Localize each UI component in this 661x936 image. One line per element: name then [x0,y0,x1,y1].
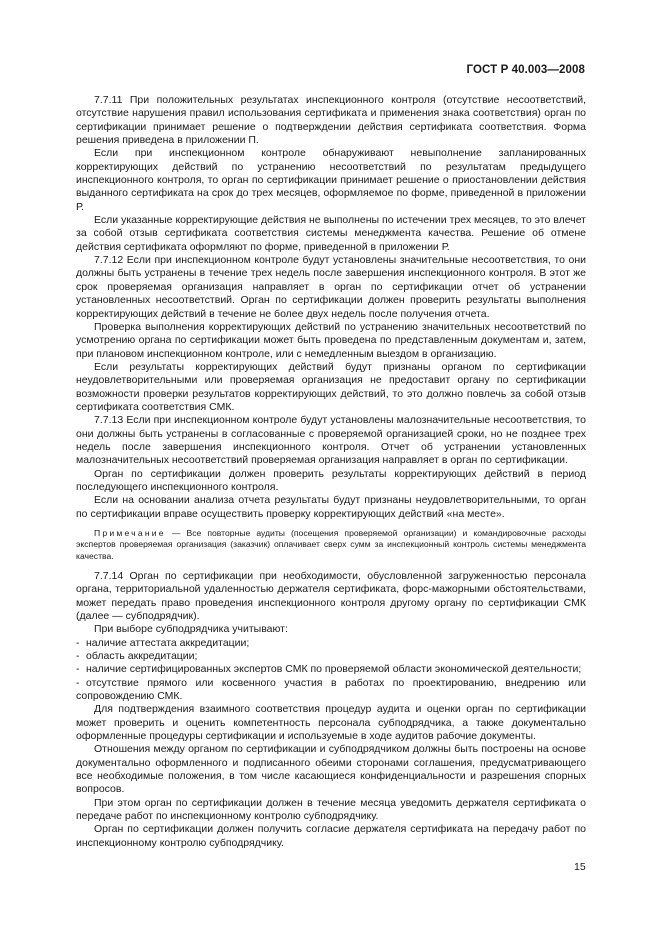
list-item-text: отсутствие прямого или косвенного участия в работах по проектированию, внедрению или сопровождению СМК. [76,676,586,702]
list-item-text: наличие сертифицированных экспертов СМК по проверяемой области экономической деятельности; [86,663,582,676]
list-item [76,637,586,650]
paragraph: Если указанные корректирующие действия не выполнены по истечении трех месяцев, то это влечет за собой отзыв сертификата соответствия системы менеджмента качества. Решение об отмене действия сертификата оформляют по форме, приведенной в приложении Р. [76,214,586,253]
note-label: Примечание [94,528,166,538]
document-body [76,94,586,850]
note-text: — Все повторные аудиты (посещения проверяемой организации) и командировочные расходы экспертов проверяемая организация (заказчик) оплачивает сверх сумм за инспекционный контроль системы менеджмента качества. [76,528,586,561]
paragraph: Орган по сертификации должен получить согласие держателя сертификата на передачу работ по инспекционному контролю субподрядчику. [76,823,586,849]
list-dash: - [76,663,80,676]
paragraph: 7.7.11 При положительных результатах инспекционного контроля (отсутствие несоответствий, отсутствие нарушения правил использования сертификата и применения знака соответствия) орган по сертификации принимает решение о подтверждении действия сертификата соответствия. Форма решения приведена в приложении П. [76,94,586,147]
list-item [76,650,586,663]
list-dash: - [76,649,80,662]
list-item [76,677,586,704]
list-item-text: наличие аттестата аккредитации; [86,636,250,649]
page-number: 15 [574,861,586,873]
paragraph: Если результаты корректирующих действий будут признаны органом по сертификации неудовлетворительными или проверяемая организация не предоставит органу по сертификации возможности проверки результатов корректирующих действий, то это должно повлечь за собой отзыв сертификата соответствия СМК. [76,360,586,413]
paragraph: Для подтверждения взаимного соответствия процедур аудита и оценки орган по сертификации может проверить и оценить компетентность персонала субподрядчика, а также документально оформленные процедуры сертификации и используемые в ходе аудитов рабочие документы. [76,703,586,743]
paragraph: Проверка выполнения корректирующих действий по устранению значительных несоответствий по усмотрению органа по сертификации может быть проведена по представленным документам и, затем, при плановом инспекционном контроле, или с немедленным выездом в организацию. [76,320,586,360]
paragraph: При этом орган по сертификации должен в течение месяца уведомить держателя сертификата о передаче работ по инспекционному контролю субподрядчику. [76,796,586,823]
paragraph: 7.7.13 Если при инспекционном контроле будут установлены малозначительные несоответствия, то они должны быть устранены в согласованные с проверяемой организацией сроки, но не позднее трех недель после завершения инспекционного контроля. Отчет об устранении установленных малозначительных несоответствий проверяемая организация направляет в орган по сертификации. [76,414,586,467]
standard-header: ГОСТ Р 40.003—2008 [466,64,585,76]
list-dash: - [76,676,80,689]
note [76,528,586,562]
list-item [76,663,586,676]
paragraph: Если при инспекционном контроле обнаруживают невыполнение запланированных корректирующих действий по устранению несоответствий по результатам предыдущего инспекционного контроля, то орган по сертификации принимает решение о приостановлении действия выданного сертификата на срок до трех месяцев, оформляемое по форме, приведенной в приложении Р. [76,147,586,213]
paragraph: 7.7.14 Орган по сертификации при необходимости, обусловленной загруженностью персонала органа, территориальной удаленностью держателя сертификата, форс-мажорными обстоятельствами, может передать право проведения инспекционного контроля другому органу по сертификации СМК (далее — субподрядчик). [76,569,586,622]
list-item-text: область аккредитации; [86,649,198,662]
paragraph: Если на основании анализа отчета результаты будут признаны неудовлетворительными, то орган по сертификации вправе осуществить проверку корректирующих действий «на месте». [76,494,586,520]
paragraph: Орган по сертификации должен проверить результаты корректирующих действий в период последующего инспекционного контроля. [76,467,586,493]
paragraph: 7.7.12 Если при инспекционном контроле будут установлены значительные несоответствия, то они должны быть устранены в течение трех недель после завершения инспекционного контроля. В этот же срок проверяемая организация направляет в орган по сертификации отчет об устранении установленных несоответствий. Орган по сертификации должен проверить результаты выполнения корректирующих действий в течение не более двух недель после получения отчета. [76,254,586,320]
paragraph: При выборе субподрядчика учитывают: [94,623,288,636]
list-dash: - [76,636,80,649]
paragraph: Отношения между органом по сертификации и субподрядчиком должны быть построены на основе документально оформленного и подписанного обеими сторонами соглашения, предусматривающего все необходимые положения, в том числе касающиеся конфиденциальности и разрешения спорных вопросов. [76,743,586,796]
